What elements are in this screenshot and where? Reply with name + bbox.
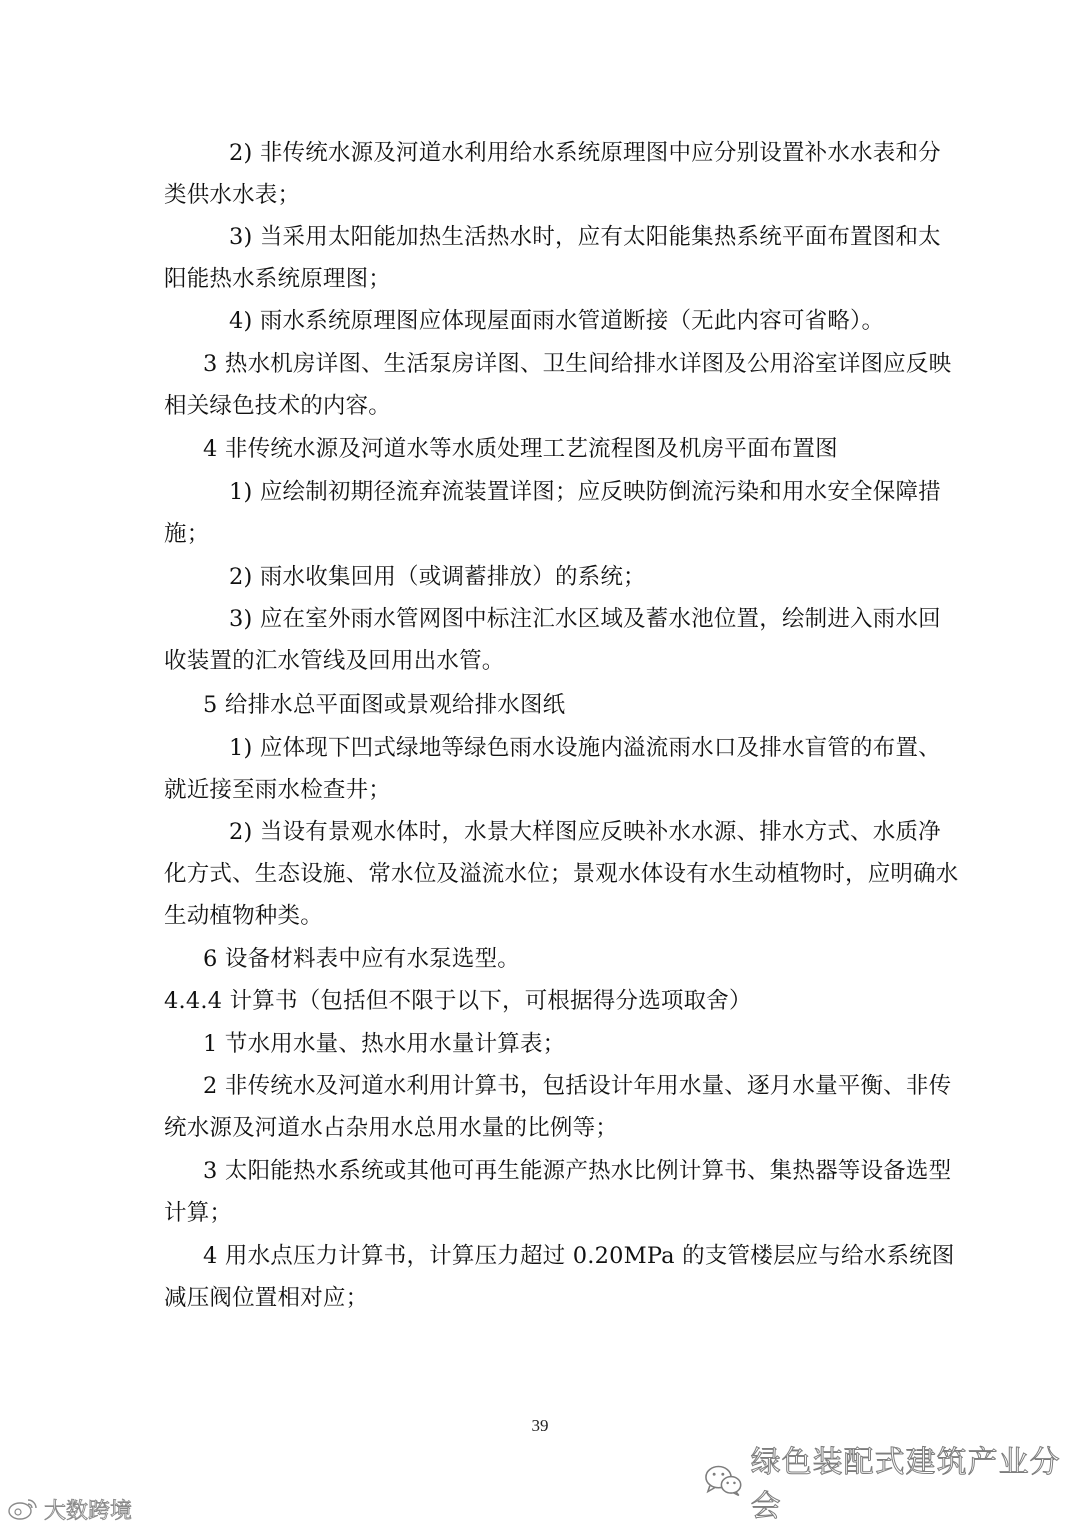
text-line: 3) 当采用太阳能加热生活热水时，应有太阳能集热系统平面布置图和太 [229,224,941,250]
text-line: 2) 雨水收集回用（或调蓄排放）的系统； [229,564,646,590]
text-line: 2) 当设有景观水体时，水景大样图应反映补水水源、排水方式、水质净 [229,819,941,845]
text-line: 1) 应绘制初期径流弃流装置详图；应反映防倒流污染和用水安全保障措 [229,479,941,505]
text-line: 3 太阳能热水系统或其他可再生能源产热水比例计算书、集热器等设备选型 [203,1158,952,1184]
weibo-icon [6,1496,40,1522]
text-line: 计算； [164,1200,233,1226]
text-line: 4 非传统水源及河道水等水质处理工艺流程图及机房平面布置图 [203,436,838,462]
text-line: 生动植物种类。 [164,903,323,929]
text-line: 就近接至雨水检查井； [164,777,392,803]
watermark-right [704,1445,1080,1524]
text-line: 统水源及河道水占杂用水总用水量的比例等； [164,1115,619,1141]
text-line: 4 用水点压力计算书，计算压力超过 0.20MPa 的支管楼层应与给水系统图 [203,1243,955,1269]
page-number: 39 [531,1416,549,1435]
text-line: 3 热水机房详图、生活泵房详图、卫生间给排水详图及公用浴室详图应反映 [203,351,952,377]
text-line: 2) 非传统水源及河道水利用给水系统原理图中应分别设置补水水表和分 [229,140,941,166]
watermark-right-text: 绿色装配式建筑产业分会 [750,1445,1061,1524]
text-line: 1 节水用水量、热水用水量计算表； [203,1031,566,1057]
wechat-icon [704,1464,743,1498]
text-line: 5 给排水总平面图或景观给排水图纸 [203,692,566,718]
watermark-left-text: 大数跨境 [44,1498,133,1524]
text-line: 1) 应体现下凹式绿地等绿色雨水设施内溢流雨水口及排水盲管的布置、 [229,735,941,761]
text-line: 化方式、生态设施、常水位及溢流水位；景观水体设有水生动植物时，应明确水 [164,861,959,887]
text-line: 收装置的汇水管线及回用出水管。 [164,648,505,674]
text-line: 施； [164,521,210,547]
text-line: 类供水水表； [164,182,301,208]
text-line: 阳能热水系统原理图； [164,266,392,292]
text-line: 相关绿色技术的内容。 [164,393,392,419]
text-line: 减压阀位置相对应； [164,1285,369,1311]
watermark-left [6,1494,132,1524]
section-heading: 4.4.4 计算书（包括但不限于以下，可根据得分选项取舍） [164,988,752,1014]
text-line: 3) 应在室外雨水管网图中标注汇水区域及蓄水池位置，绘制进入雨水回 [229,606,941,632]
text-line: 4) 雨水系统原理图应体现屋面雨水管道断接（无此内容可省略）。 [229,308,885,334]
text-line: 6 设备材料表中应有水泵选型。 [203,946,520,972]
text-line: 2 非传统水及河道水利用计算书，包括设计年用水量、逐月水量平衡、非传 [203,1073,952,1099]
